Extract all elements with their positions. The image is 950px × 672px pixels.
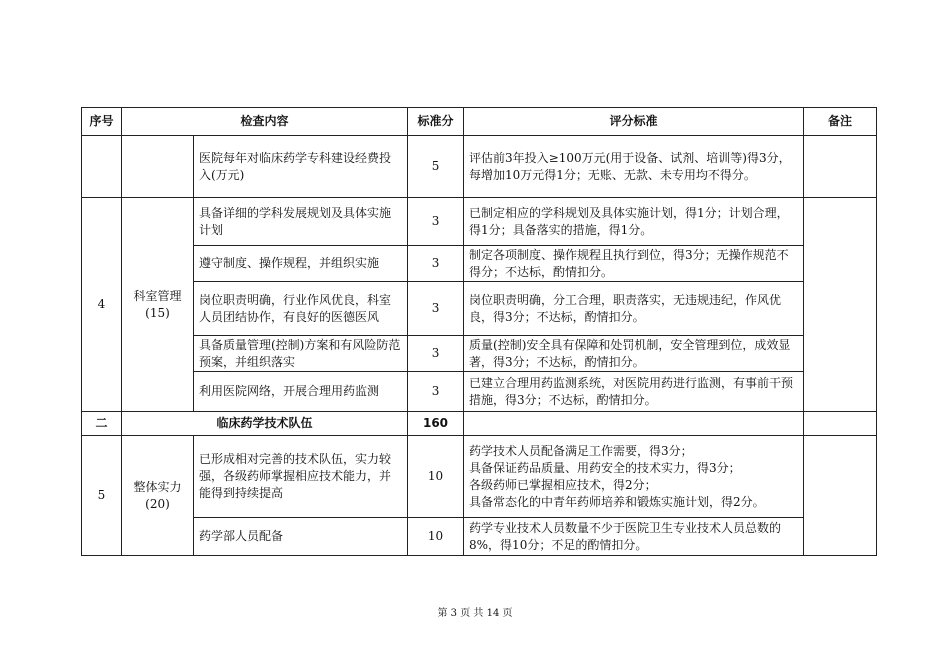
section-title: 临床药学技术队伍 <box>122 412 408 436</box>
header-note: 备注 <box>804 108 877 136</box>
score-cell: 10 <box>408 436 464 518</box>
section-score: 160 <box>408 412 464 436</box>
table-row <box>82 372 877 412</box>
criteria-cell <box>464 412 804 436</box>
note-cell <box>804 436 877 556</box>
item-cell: 岗位职责明确，行业作风优良，科室人员团结协作，有良好的医德医风 <box>194 282 408 336</box>
header-criteria: 评分标准 <box>464 108 804 136</box>
category-points: (15) <box>145 305 170 320</box>
criteria-cell: 评估前3年投入≥100万元(用于设备、试剂、培训等)得3分，每增加10万元得1分；无账、无款、未专用均不得分。 <box>464 136 804 198</box>
header-score: 标准分 <box>408 108 464 136</box>
seq-cell: 4 <box>82 198 122 412</box>
category-cell <box>122 198 194 412</box>
category-cell <box>122 136 194 198</box>
score-cell: 3 <box>408 372 464 412</box>
seq-cell <box>82 136 122 198</box>
seq-cell: 5 <box>82 436 122 556</box>
table-row <box>82 136 877 198</box>
note-cell <box>804 412 877 436</box>
item-cell: 医院每年对临床药学专科建设经费投入(万元) <box>194 136 408 198</box>
item-cell: 利用医院网络，开展合理用药监测 <box>194 372 408 412</box>
table-row <box>82 282 877 336</box>
score-cell: 3 <box>408 282 464 336</box>
criteria-cell: 岗位职责明确，分工合理，职责落实，无违规违纪，作风优良，得3分；不达标，酌情扣分。 <box>464 282 804 336</box>
category-points: (20) <box>145 496 170 511</box>
score-cell: 3 <box>408 246 464 282</box>
item-cell: 药学部人员配备 <box>194 518 408 556</box>
header-content: 检查内容 <box>122 108 408 136</box>
criteria-cell: 药学专业技术人员数量不少于医院卫生专业技术人员总数的8%，得10分；不足的酌情扣分。 <box>464 518 804 556</box>
item-cell: 已形成相对完善的技术队伍，实力较强，各级药师掌握相应技术能力，并能得到持续提高 <box>194 436 408 518</box>
criteria-cell: 质量(控制)安全具有保障和处罚机制，安全管理到位，成效显著，得3分；不达标，酌情扣分。 <box>464 336 804 372</box>
criteria-cell: 制定各项制度、操作规程且执行到位，得3分；无操作规范不得分；不达标，酌情扣分。 <box>464 246 804 282</box>
section-row <box>82 412 877 436</box>
score-cell: 3 <box>408 198 464 246</box>
table-row <box>82 518 877 556</box>
category-cell <box>122 436 194 556</box>
table-row <box>82 246 877 282</box>
note-cell <box>804 136 877 198</box>
header-row <box>82 108 877 136</box>
item-cell: 遵守制度、操作规程，并组织实施 <box>194 246 408 282</box>
table-row <box>82 336 877 372</box>
note-cell <box>804 198 877 412</box>
category-name: 科室管理 <box>133 288 182 303</box>
score-cell: 10 <box>408 518 464 556</box>
inspection-table <box>81 107 877 556</box>
score-cell: 3 <box>408 336 464 372</box>
header-seq: 序号 <box>82 108 122 136</box>
item-cell: 具备质量管理(控制)方案和有风险防范预案，并组织落实 <box>194 336 408 372</box>
item-cell: 具备详细的学科发展规划及具体实施计划 <box>194 198 408 246</box>
criteria-cell: 已制定相应的学科规划及具体实施计划，得1分；计划合理，得1分；具备落实的措施，得1分。 <box>464 198 804 246</box>
score-cell: 5 <box>408 136 464 198</box>
section-number: 二 <box>82 412 122 436</box>
category-name: 整体实力 <box>133 479 182 494</box>
criteria-cell: 药学技术人员配备满足工作需要，得3分； 具备保证药品质量、用药安全的技术实力，得3分； 各级药师已掌握相应技术，得2分； 具备常态化的中青年药师培养和锻炼实施计划，得2分。 <box>464 436 804 518</box>
table-row <box>82 198 877 246</box>
table-row <box>82 436 877 518</box>
page-footer: 第 3 页 共 14 页 <box>437 608 513 619</box>
criteria-cell: 已建立合理用药监测系统，对医院用药进行监测，有事前干预措施，得3分；不达标，酌情扣分。 <box>464 372 804 412</box>
